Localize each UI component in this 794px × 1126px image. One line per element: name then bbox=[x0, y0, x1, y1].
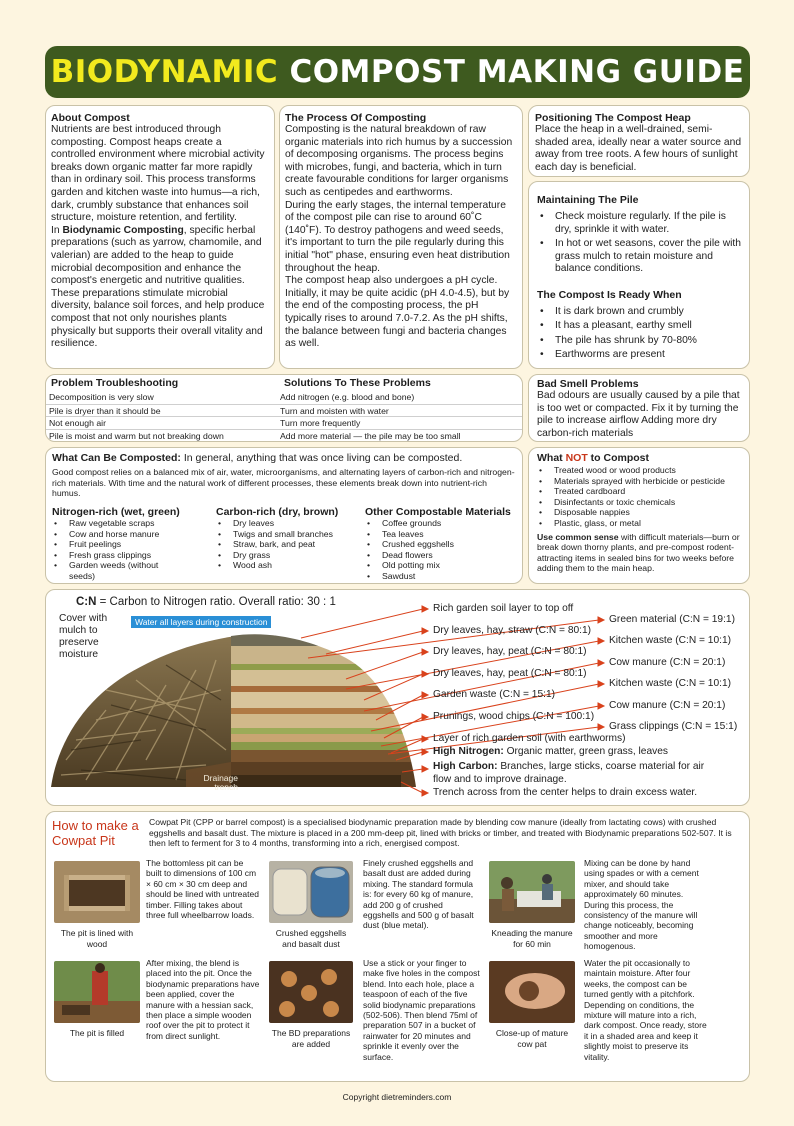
list-item: • In hot or wet seasons, cover the pile with grass mulch to retain moisture and balance conditions. bbox=[537, 238, 743, 276]
about-compost-panel bbox=[45, 105, 275, 369]
list-item: • Earthworms are present bbox=[537, 348, 743, 362]
copyright: Copyright dietreminders.com bbox=[342, 1092, 452, 1102]
about-text bbox=[51, 124, 269, 351]
cn-rest: = Carbon to Nitrogen ratio. Overall ratio: 30 : 1 bbox=[96, 596, 336, 608]
problem-cell: Not enough air bbox=[49, 418, 106, 429]
pit-filled-photo bbox=[54, 961, 140, 1023]
cowpat-heading: How to make a Cowpat Pit bbox=[52, 818, 139, 848]
high-c-bold: High Carbon: bbox=[433, 761, 498, 772]
list-item: • Tea leaves bbox=[365, 529, 520, 540]
note-bold: Use common sense bbox=[537, 531, 619, 542]
trench-label: Trench across from the center helps to drain excess water. bbox=[433, 787, 698, 798]
list-item: • It is dark brown and crumbly bbox=[537, 305, 743, 319]
solution-cell: Turn more frequently bbox=[280, 418, 361, 429]
right-arrowhead-5 bbox=[598, 703, 604, 709]
list-item: • Sawdust bbox=[365, 571, 520, 582]
can-compost-intro: Good compost relies on a balanced mix of air, water, microorganisms, and alternating layers of carbon-rich and nitrogen-rich materials. With time and the natural work of different processes, these elements break down into nutrient-rich humus. bbox=[52, 467, 515, 499]
troubleshooting-header bbox=[46, 377, 522, 391]
list-item: • It has a pleasant, earthy smell bbox=[537, 319, 743, 333]
layer-arrowhead-9 bbox=[422, 766, 428, 772]
list-item: • The pile has shrunk by 70-80% bbox=[537, 334, 743, 348]
positioning-heading: Positioning The Compost Heap bbox=[535, 112, 691, 124]
right-arrowhead-6 bbox=[598, 724, 604, 730]
layer-arrowhead-1 bbox=[422, 606, 428, 612]
bad-smell-heading: Bad Smell Problems bbox=[537, 378, 639, 390]
nitrogen-heading: Nitrogen-rich (wet, green) bbox=[52, 506, 180, 518]
process-text bbox=[285, 124, 517, 351]
high-n-rest: Organic matter, green grass, leaves bbox=[503, 746, 668, 757]
right-label-4: Kitchen waste (C:N = 10:1) bbox=[609, 678, 732, 689]
solution-cell: Turn and moisten with water bbox=[280, 405, 389, 416]
step-text-1: The bottomless pit can be built to dimensions of 100 cm × 60 cm × 30 cm deep and should be lined with untreated timber. Filling takes about three full wheelbarrow loads. bbox=[146, 858, 259, 921]
cn-ratio-title bbox=[76, 596, 336, 608]
carbon-list bbox=[216, 518, 361, 571]
cover-label: Cover with mulch to preserve moisture bbox=[59, 613, 108, 660]
caption-4: The pit is filled bbox=[69, 1028, 125, 1038]
process-p1: Composting is the natural breakdown of raw organic materials into rich humus by a succession of decomposing organisms. The process begins with microbes, fungi, and bacteria, which in turn create favourable conditions for larger organisms such as centipedes and earthworms. bbox=[285, 124, 513, 198]
high-carbon-label bbox=[433, 761, 708, 786]
title-part1: BIODYNAMIC bbox=[50, 54, 279, 90]
can-compost-title bbox=[52, 452, 517, 464]
about-heading: About Compost bbox=[51, 112, 130, 124]
right-arrowhead-4 bbox=[598, 681, 604, 687]
carbon-heading: Carbon-rich (dry, brown) bbox=[216, 506, 339, 518]
list-item: • Straw, bark, and peat bbox=[216, 539, 361, 550]
list-item: • Twigs and small branches bbox=[216, 529, 361, 540]
right-label-1: Green material (C:N = 19:1) bbox=[609, 614, 735, 625]
water-tag: Water all layers during construction bbox=[131, 616, 271, 628]
maintaining-list bbox=[537, 211, 743, 276]
not-compost-list bbox=[537, 465, 744, 529]
cn-bold: C:N bbox=[76, 596, 97, 608]
positioning-text: Place the heap in a well-drained, semi-shaded area, ideally near a water source and away from tree roots. A few hours of sunlight each day is beneficial. bbox=[535, 124, 742, 173]
not-compost-title bbox=[537, 452, 744, 464]
other-list bbox=[365, 518, 520, 582]
right-label-2: Kitchen waste (C:N = 10:1) bbox=[609, 635, 732, 646]
list-item: • Disinfectants or toxic chemicals bbox=[537, 497, 744, 508]
table-row bbox=[46, 391, 522, 404]
layer-label-5: Garden waste (C:N = 15:1) bbox=[433, 689, 556, 700]
title-part2: COMPOST MAKING GUIDE bbox=[289, 54, 745, 90]
process-p2: During the early stages, the internal temperature of the compost pile can rise to around 60˚C (140˚F). To destroy pathogens and weed seeds, it's important to turn the pile regularly during this initial "hot" phase, ensuring even heat distribution throughout the heap. bbox=[285, 199, 510, 274]
layer-arrowhead-3 bbox=[422, 649, 428, 655]
list-item: • Raw vegetable scraps bbox=[52, 518, 212, 529]
not-heading-post: to Compost bbox=[587, 452, 649, 464]
about-p1: Nutrients are best introduced through composting. Compost heaps create a controlled environment where microbial activity breaks down organic matter far more rapidly than in ordinary soil. This process transforms garden and kitchen waste into humus—a rich, dark, crumbly substance that enhances soil structure, moisture retention, and fertility. bbox=[51, 124, 265, 224]
layer-arrowhead-10 bbox=[422, 790, 428, 796]
positioning-panel bbox=[528, 105, 750, 177]
cowpat-panel bbox=[45, 811, 750, 1082]
layer-label-2: Dry leaves, hay, straw (C:N = 80:1) bbox=[433, 625, 592, 636]
table-row bbox=[46, 404, 522, 417]
list-item: • Garden weeds (without seeds) bbox=[52, 560, 182, 581]
nitrogen-column bbox=[52, 506, 212, 582]
step-text-4: After mixing, the blend is placed into the pit. Once the biodynamic preparations have been applied, cover the manure with a hessian sack, then place a simple wooden roof over the pit to protect it from direct sunlight. bbox=[146, 958, 260, 1041]
layer-leader-line-1 bbox=[301, 609, 423, 638]
note-rest: with difficult materials—burn or break down thorny plants, and pre-compost rodent-attracting items in sealed bins for two weeks before adding them to the main heap. bbox=[537, 531, 740, 574]
compost-heap-diagram bbox=[45, 589, 750, 806]
problem-cell: Pile is dryer than it should be bbox=[49, 405, 161, 416]
table-row bbox=[46, 429, 522, 442]
list-item: • Fresh grass clippings bbox=[52, 550, 212, 561]
process-p3: The compost heap also undergoes a pH cycle. Initially, it may be quite acidic (pH 4.0-4.5), but by the end of the composting process, the pH typically rises to around 7.0-7.2. As the pH shifts, the balance between fungi and bacteria changes as well. bbox=[285, 275, 510, 350]
caption-3: Kneading the manure for 60 min bbox=[491, 928, 573, 949]
can-compost-panel bbox=[45, 447, 523, 584]
list-item: • Coffee grounds bbox=[365, 518, 520, 529]
caption-2: Crushed eggshells and basalt dust bbox=[275, 928, 347, 949]
high-c-rest: Branches, large sticks, coarse material for air flow and to improve drainage. bbox=[433, 761, 705, 785]
other-heading: Other Compostable Materials bbox=[365, 506, 511, 518]
bad-smell-panel bbox=[528, 374, 750, 442]
other-column bbox=[365, 506, 520, 582]
high-nitrogen-label bbox=[433, 746, 668, 757]
not-compost-panel bbox=[528, 447, 750, 584]
list-item: • Cow and horse manure bbox=[52, 529, 212, 540]
solution-cell: Add more material — the pile may be too small bbox=[280, 430, 461, 441]
maintaining-panel bbox=[528, 181, 750, 369]
can-compost-heading: What Can Be Composted: bbox=[52, 452, 181, 464]
layer-label-7: Layer of rich garden soil (with earthworms) bbox=[433, 733, 626, 744]
ready-heading: The Compost Is Ready When bbox=[537, 288, 682, 301]
layer-arrowhead-7 bbox=[422, 736, 428, 742]
not-compost-note bbox=[537, 532, 744, 574]
high-n-bold: High Nitrogen: bbox=[433, 746, 504, 757]
list-item: • Materials sprayed with herbicide or pesticide bbox=[537, 476, 744, 487]
list-item: • Disposable nappies bbox=[537, 507, 744, 518]
kneading-photo bbox=[489, 861, 575, 923]
list-item: • Dry grass bbox=[216, 550, 361, 561]
right-arrowhead-1 bbox=[598, 617, 604, 623]
carbon-column bbox=[216, 506, 361, 571]
drainage-label: Drainage trench bbox=[203, 773, 238, 792]
layer-label-4: Dry leaves, hay, peat (C:N = 80:1) bbox=[433, 668, 587, 679]
table-row bbox=[46, 416, 522, 429]
layer-leader-line-3 bbox=[346, 652, 423, 679]
list-item: • Treated cardboard bbox=[537, 486, 744, 497]
layer-leader-line-2 bbox=[326, 631, 423, 654]
right-arrowhead-2 bbox=[598, 638, 604, 644]
list-item: • Check moisture regularly. If the pile is dry, sprinkle it with water. bbox=[537, 211, 743, 236]
right-label-6: Grass clippings (C:N = 15:1) bbox=[609, 721, 738, 732]
not-heading-pre: What bbox=[537, 452, 566, 464]
list-item: • Treated wood or wood products bbox=[537, 465, 744, 476]
list-item: • Dead flowers bbox=[365, 550, 520, 561]
bad-smell-text: Bad odours are usually caused by a pile that is too wet or compacted. Fix it by turning the pile to increase airflow Adding more dry carbon-rich materials bbox=[537, 390, 740, 439]
right-label-5: Cow manure (C:N = 20:1) bbox=[609, 700, 726, 711]
about-p2-post: , specific herbal preparations (such as yarrow, chamomile, and valerian) are added to the heap to guide microbial decomposition and enhance the compost's energetic and nutritive qualities. These preparations stimulate microbial diversity, balance soil forces, and help produce compost that not only nourishes plants physically but supports their overall vitality and resilience. bbox=[51, 224, 265, 350]
layer-arrowhead-2 bbox=[422, 628, 428, 634]
caption-6: Close-up of mature cow pat bbox=[495, 1028, 569, 1049]
step-text-2: Finely crushed eggshells and basalt dust are added during mixing. The standard formula is: for every 60 kg of manure, add 200 g of crushed eggshells and 500 g of basalt dust (blue metal). bbox=[363, 858, 474, 931]
list-item: • Old potting mix bbox=[365, 560, 520, 571]
about-p2-pre: In bbox=[51, 224, 63, 236]
list-item: • Wood ash bbox=[216, 560, 361, 571]
mature-cowpat-photo bbox=[489, 961, 575, 1023]
page-title bbox=[45, 46, 750, 98]
step-text-3: Mixing can be done by hand using spades or with a cement mixer, and should take approximately 60 minutes. During this process, the consistency of the manure will change noticeably, becoming smoother and more homogenous. bbox=[584, 858, 699, 952]
solution-cell: Add nitrogen (e.g. blood and bone) bbox=[280, 392, 415, 402]
ready-list bbox=[537, 305, 743, 363]
not-heading-not: NOT bbox=[565, 452, 588, 464]
maintaining-heading: Maintaining The Pile bbox=[537, 194, 639, 206]
layer-arrowhead-5 bbox=[422, 692, 428, 698]
process-panel bbox=[279, 105, 523, 369]
problem-cell: Pile is moist and warm but not breaking down bbox=[49, 430, 224, 441]
problem-heading: Problem Troubleshooting bbox=[51, 377, 179, 389]
list-item: • Dry leaves bbox=[216, 518, 361, 529]
about-p2-bold: Biodynamic Composting bbox=[62, 224, 184, 236]
solution-heading: Solutions To These Problems bbox=[284, 377, 431, 389]
step-text-6: Water the pit occasionally to maintain moisture. After four weeks, the compost can be turned gently with a pitchfork. Depending on conditions, the mixture will mature into a rich, dark compost. Once ready, store it in a shaded area and keep it slightly moist to preserve its vitality. bbox=[584, 958, 707, 1062]
cowpat-intro: Cowpat Pit (CPP or barrel compost) is a specialised biodynamic preparation made by blending cow manure (ideally from lactating cows) with crushed eggshells and basalt dust. The mixture is placed in a 200 mm-deep pit, lined with bricks or timber, and treated with Biodynamic preparations 502-507. It is then left to ferment for 3 to 4 months, transforming into a rich, energised compost. bbox=[149, 817, 732, 848]
problem-cell: Decomposition is very slow bbox=[49, 392, 154, 402]
list-item: • Plastic, glass, or metal bbox=[537, 518, 744, 529]
list-item: • Crushed eggshells bbox=[365, 539, 520, 550]
about-p2 bbox=[51, 225, 269, 351]
layer-label-1: Rich garden soil layer to top off bbox=[433, 603, 574, 614]
caption-5: The BD preparations are added bbox=[271, 1028, 351, 1049]
can-compost-heading-rest: In general, anything that was once living can be composted. bbox=[180, 452, 463, 464]
nitrogen-list bbox=[52, 518, 212, 582]
right-arrowhead-3 bbox=[598, 660, 604, 666]
step-text-5: Use a stick or your finger to make five holes in the compost blend. Into each hole, place a teaspoon of each of the five solid biodynamic preparations (502-506). Then blend 75ml of preparation 507 in a bucket of rainwater for 20 minutes and sprinkle it evenly over the surface. bbox=[363, 958, 480, 1062]
right-label-3: Cow manure (C:N = 20:1) bbox=[609, 657, 726, 668]
eggshells-photo bbox=[269, 861, 353, 923]
layer-label-6: Prunings, wood chips (C:N = 100:1) bbox=[433, 711, 595, 722]
list-item: • Fruit peelings bbox=[52, 539, 212, 550]
pit-lined-photo bbox=[54, 861, 140, 923]
process-heading: The Process Of Composting bbox=[285, 112, 427, 124]
troubleshooting-panel bbox=[45, 374, 523, 442]
caption-1: The pit is lined with wood bbox=[60, 928, 134, 949]
bd-preparations-photo bbox=[269, 961, 353, 1023]
layer-label-3: Dry leaves, hay, peat (C:N = 80:1) bbox=[433, 646, 587, 657]
trench-base bbox=[231, 775, 401, 787]
